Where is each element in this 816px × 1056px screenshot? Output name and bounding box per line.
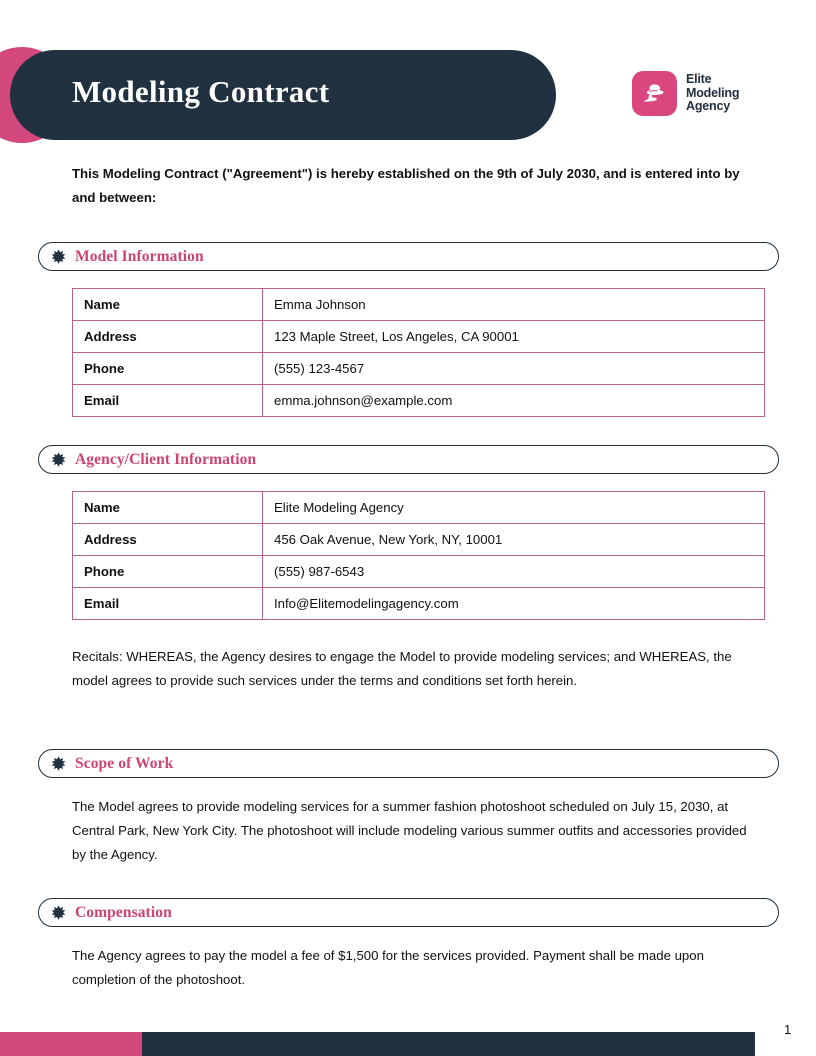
row-key: Name [73,492,263,524]
section-label: Compensation [75,903,172,921]
row-value: (555) 987-6543 [263,556,765,588]
section-header-compensation [38,898,779,927]
burst-star-icon [51,452,66,467]
logo-line-1: Elite [686,72,712,87]
logo-line-3: Agency [686,99,730,114]
row-key: Name [73,289,263,321]
row-value: 123 Maple Street, Los Angeles, CA 90001 [263,321,765,353]
footer-accent-navy [142,1032,755,1056]
section-label: Model Information [75,247,204,265]
section-label: Scope of Work [75,754,174,772]
row-key: Phone [73,353,263,385]
row-key: Email [73,385,263,417]
section-header-scope-of-work [38,749,779,778]
scope-of-work-paragraph: The Model agrees to provide modeling services for a summer fashion photoshoot scheduled on July 15, 2030, at Central Park, New York City. The photoshoot will include modeling various summer outfits and accessories provided by the Agency. [72,799,747,863]
section-header-model-information [38,242,779,271]
table-row [73,289,765,321]
section-header-agency-client-information [38,445,779,474]
row-key: Address [73,321,263,353]
burst-star-icon [51,756,66,771]
footer-accent-pink [0,1032,142,1056]
intro-paragraph: This Modeling Contract ("Agreement") is hereby established on the 9th of July 2030, and is entered into by and between: [72,166,740,205]
table-row [73,385,765,417]
model-information-table [72,288,765,417]
table-row [73,524,765,556]
table-row [73,556,765,588]
row-value: (555) 123-4567 [263,353,765,385]
row-value: Elite Modeling Agency [263,492,765,524]
logo-line-2: Modeling [686,85,740,100]
row-value: Emma Johnson [263,289,765,321]
page-header [0,0,816,150]
recitals-paragraph: Recitals: WHEREAS, the Agency desires to engage the Model to provide modeling services; and WHEREAS, the model agrees to provide such services under the terms and conditions set forth herein. [72,649,732,689]
row-value: Info@Elitemodelingagency.com [263,588,765,620]
row-key: Email [73,588,263,620]
table-row [73,588,765,620]
section-label: Agency/Client Information [75,450,257,468]
table-row [73,492,765,524]
burst-star-icon [51,249,66,264]
page-number: 1 [784,1022,792,1037]
model-hat-silhouette-icon [632,71,677,116]
compensation-paragraph: The Agency agrees to pay the model a fee of $1,500 for the services provided. Payment shall be made upon completion of the photoshoot. [72,948,704,988]
row-value: 456 Oak Avenue, New York, NY, 10001 [263,524,765,556]
table-row [73,353,765,385]
page-title: Modeling Contract [72,74,330,109]
agency-logo [632,71,739,116]
row-key: Phone [73,556,263,588]
row-value: emma.johnson@example.com [263,385,765,417]
burst-star-icon [51,905,66,920]
agency-client-information-table [72,491,765,620]
row-key: Address [73,524,263,556]
logo-wordmark [686,73,739,114]
table-row [73,321,765,353]
